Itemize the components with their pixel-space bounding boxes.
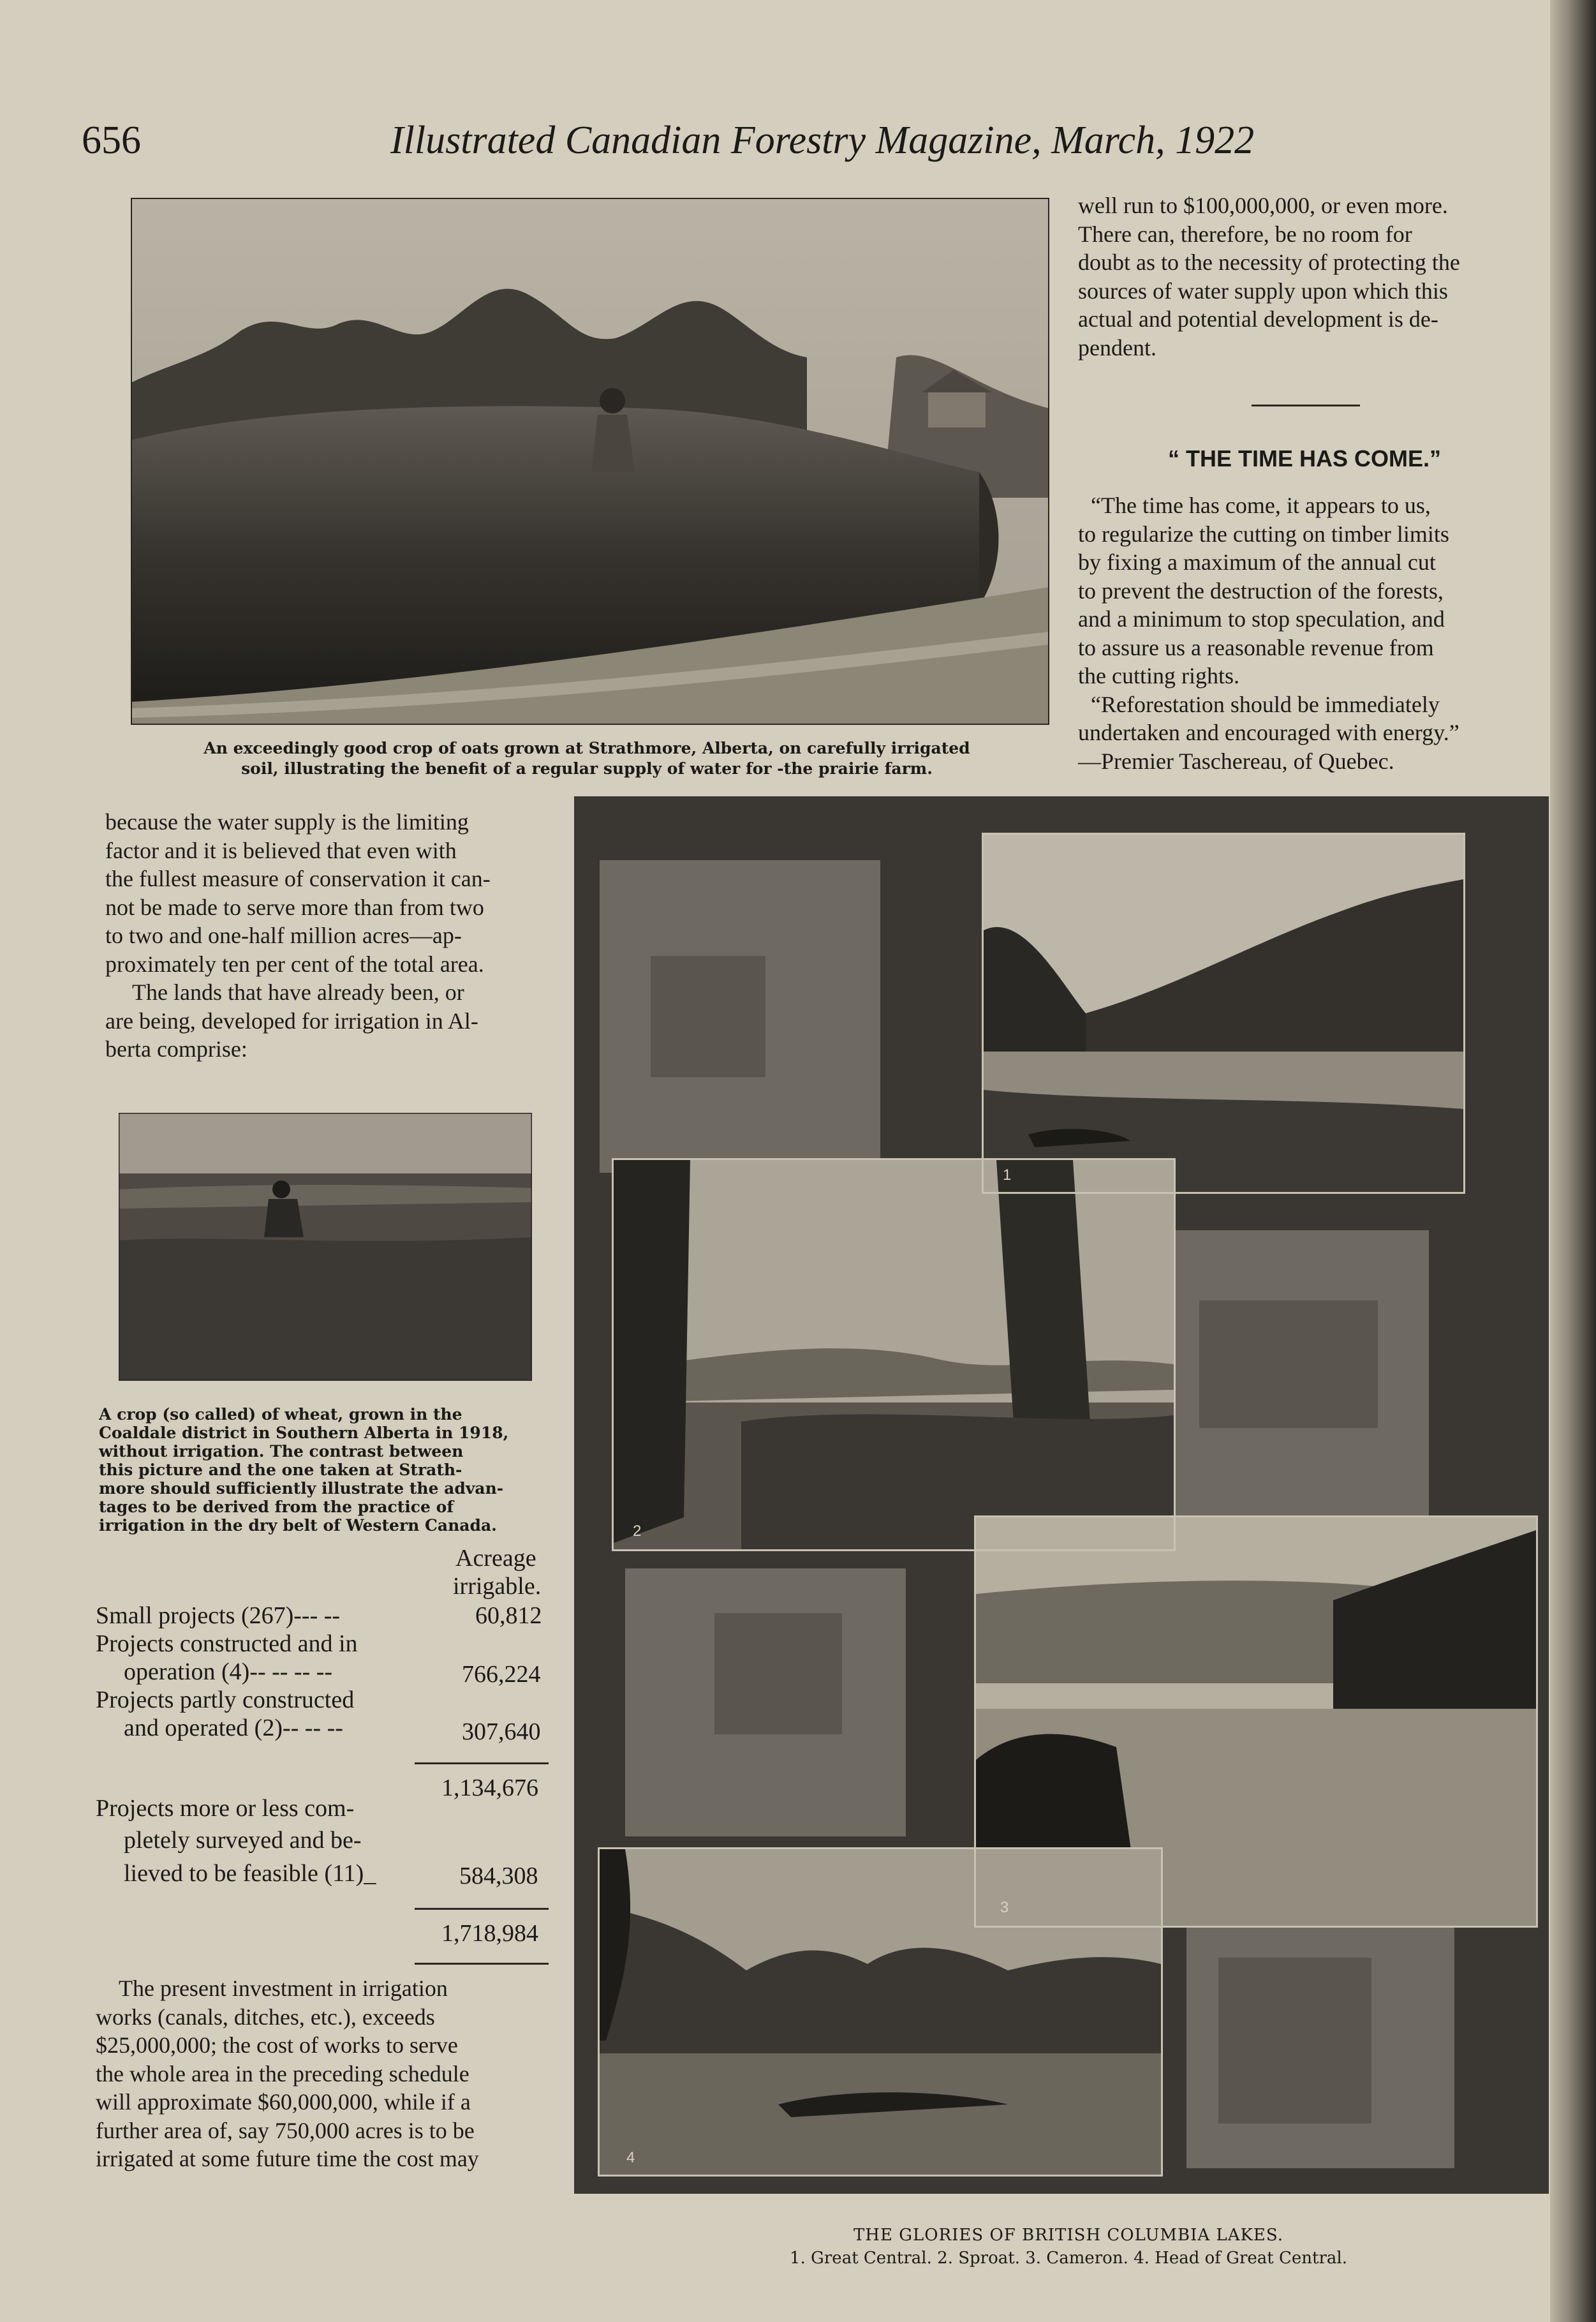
left-line-4: not be made to serve more than from two [105,894,484,920]
left-column-text [105,808,559,1064]
lakes-caption-items: 1. Great Central. 2. Sproat. 3. Cameron. 4. Head of Great Central. [790,2249,1347,2268]
wheat-caption-line-4: this picture and the one taken at Strath- [99,1461,462,1479]
right-line-1: well run to $100,000,000, or even more. [1078,193,1448,218]
binding-gutter [1550,0,1596,2322]
oats-caption-line2: soil, illustrating the benefit of a regular supply of water for -the prairie farm. [241,759,933,778]
quote-line-2: to regularize the cutting on timber limits [1078,521,1449,547]
quote-attribution: —Premier Taschereau, of Quebec. [1078,748,1394,774]
lakes-caption-title: THE GLORIES OF BRITISH COLUMBIA LAKES. [853,2226,1284,2245]
table-row-4-label-cont1: pletely surveyed and be- [124,1827,362,1854]
table-row-4-value: 584,308 [459,1863,538,1889]
closing-line-5: will approximate $60,000,000, while if a [96,2089,471,2115]
table-header-irrigable: irrigable. [453,1573,542,1600]
closing-line-3: $25,000,000; the cost of works to serve [96,2032,458,2058]
wheat-caption-line-1: A crop (so called) of wheat, grown in the [99,1405,462,1424]
wheat-caption [99,1405,553,1535]
subtotal-rule [415,1762,549,1764]
closing-line-4: the whole area in the preceding schedule [96,2060,469,2087]
oats-field-photo [131,198,1049,725]
quote-line-6: to assure us a reasonable revenue from [1078,634,1434,660]
table-header-acreage: Acreage [455,1545,536,1572]
quote-line-5: and a minimum to stop speculation, and [1078,606,1445,632]
oats-caption-line1: An exceedingly good crop of oats grown at Strathmore, Alberta, on carefully irrigated [203,739,970,757]
left-line-2: factor and it is believed that even with [105,837,457,863]
closing-line-2: works (canals, ditches, etc.), exceeds [96,2004,435,2030]
quote-line-4: to prevent the destruction of the forests, [1078,577,1444,604]
left-line-9: berta comprise: [105,1036,248,1062]
wheat-caption-line-3: without irrigation. The contrast between [99,1442,464,1461]
right-line-3: doubt as to the necessity of protecting the [1078,249,1460,275]
table-row-2-label: Projects constructed and in [96,1630,358,1657]
closing-paragraph [96,1974,543,2173]
lake-photo-3-number: 3 [1000,1899,1009,1916]
total-underline [415,1963,549,1965]
table-row-2-label-cont: operation (4)-- -- -- -- [124,1658,333,1685]
left-line-3: the fullest measure of conservation it can- [105,866,491,891]
right-column-text [1078,191,1531,362]
section-heading: “ THE TIME HAS COME.” [1167,445,1441,472]
right-line-2: There can, therefore, be no room for [1078,221,1412,247]
closing-line-1: The present investment in irrigation [119,1976,448,2001]
quote-line-3: by fixing a maximum of the annual cut [1078,549,1436,575]
lake-photo-1-frame [982,833,1465,1194]
left-line-5: to two and one-half million acres—ap- [105,923,462,948]
lake-photo-4-number: 4 [626,2149,635,2166]
quote-line-8: “Reforestation should be immediately [1091,691,1440,717]
page-number: 656 [82,119,141,162]
wheat-caption-line-2: Coaldale district in Southern Alberta in 1918, [99,1424,509,1442]
table-total: 1,718,984 [441,1920,538,1947]
lake-photo-4-frame [598,1847,1163,2177]
quote-block [1078,491,1531,775]
table-row-3-label: Projects partly constructed [96,1686,355,1713]
table-row-1-label: Small projects (267)--- -- [96,1602,341,1629]
lake-photo-2-number: 2 [633,1522,642,1540]
section-divider [1252,405,1360,406]
running-title: Illustrated Canadian Forestry Magazine, March, 1922 [390,119,1255,162]
table-row-3-value: 307,640 [462,1718,541,1745]
table-row-2-value: 766,224 [462,1661,541,1688]
quote-line-9: undertaken and encouraged with energy.” [1078,720,1459,745]
total-rule [415,1908,549,1910]
closing-line-7: irrigated at some future time the cost may [96,2146,479,2171]
lakes-plate [574,796,1549,2194]
left-line-7: The lands that have already been, or [132,979,464,1005]
left-line-6: proximately ten per cent of the total area. [105,951,484,977]
wheat-caption-line-6: tages to be derived from the practice of [99,1498,454,1516]
table-row-3-label-cont: and operated (2)-- -- -- [124,1715,343,1741]
lake-photo-2-frame [612,1158,1176,1551]
table-subtotal: 1,134,676 [441,1775,538,1801]
wheat-caption-line-7: irrigation in the dry belt of Western Canada. [99,1516,497,1535]
quote-line-1: “The time has come, it appears to us, [1091,493,1431,518]
left-line-8: are being, developed for irrigation in Al- [105,1008,478,1034]
left-line-1: because the water supply is the limiting [105,809,469,835]
right-line-5: actual and potential development is de- [1078,306,1438,332]
right-line-6: pendent. [1078,334,1156,361]
table-row-4-label: Projects more or less com- [96,1795,355,1822]
wheat-field-photo [119,1113,532,1381]
lake-photo-1-number: 1 [1003,1166,1012,1184]
right-line-4: sources of water supply upon which this [1078,278,1448,304]
table-row-1-value: 60,812 [475,1602,542,1629]
quote-line-7: the cutting rights. [1078,663,1239,688]
table-row-4-label-cont2: lieved to be feasible (11)_ [124,1860,376,1887]
closing-line-6: further area of, say 750,000 acres is to be [96,2117,475,2143]
wheat-caption-line-5: more should sufficiently illustrate the advan- [99,1479,504,1498]
